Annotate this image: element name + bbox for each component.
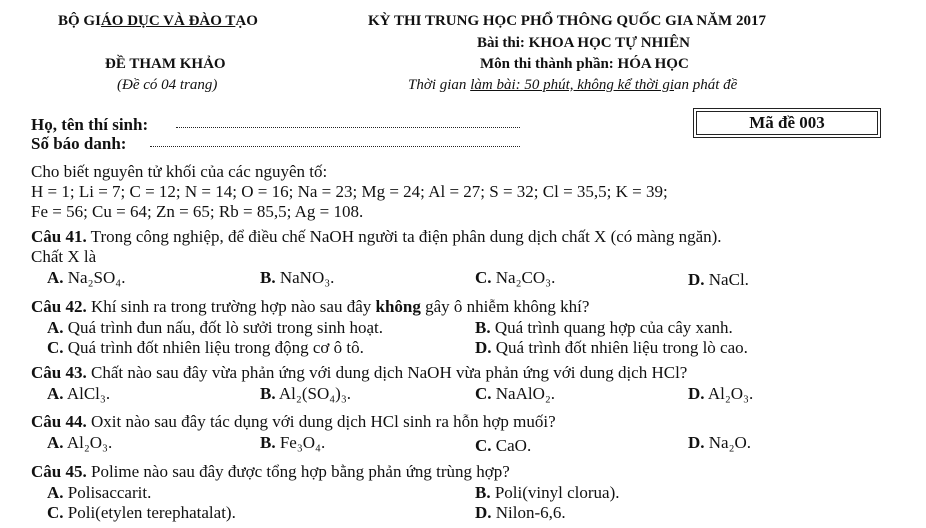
- question-41-text-cont: Chất X là: [31, 247, 97, 266]
- pages-note: (Đề có 04 trang): [117, 77, 218, 93]
- q45-option-c[interactable]: C. Poli(etylen terephatalat).: [47, 503, 236, 522]
- question-44-text: Câu 44. Oxit nào sau đây tác dụng với dung dịch HCl sinh ra hỗn hợp muối?: [31, 412, 556, 431]
- q41-option-c[interactable]: C. Na₂CO₃.: [475, 268, 556, 287]
- q43-option-b[interactable]: B. Al₂(SO₄)₃.: [260, 384, 351, 403]
- question-45-text: Câu 45. Polime nào sau đây được tổng hợp bằng phản ứng trùng hợp?: [31, 462, 510, 481]
- time-note: Thời gian làm bài: 50 phút, không kể thời gian phát đề: [408, 77, 738, 93]
- ministry-name: BỘ GIÁO DỤC VÀ ĐÀO TẠO: [58, 13, 258, 29]
- atomic-line-1: H = 1; Li = 7; C = 12; N = 14; O = 16; Na = 23; Mg = 24; Al = 27; S = 32; Cl = 35,5; K = 39;: [31, 182, 668, 201]
- q43-option-a[interactable]: A. AlCl₃.: [47, 384, 111, 403]
- student-name-field[interactable]: [176, 115, 520, 133]
- question-41-text: Câu 41. Trong công nghiệp, để điều chế NaOH người ta điện phân dung dịch chất X (có màng ngăn).: [31, 227, 722, 246]
- exam-title: KỲ THI TRUNG HỌC PHỔ THÔNG QUỐC GIA NĂM 2017: [368, 13, 766, 29]
- question-43-text: Câu 43. Chất nào sau đây vừa phản ứng với dung dịch NaOH vừa phản ứng với dung dịch HCl?: [31, 363, 688, 382]
- student-name-label: Họ, tên thí sinh:: [31, 115, 149, 134]
- q43-option-d[interactable]: D. Al₂O₃.: [688, 384, 754, 403]
- q41-option-b[interactable]: B. NaNO₃.: [260, 268, 335, 287]
- sub-subject: Môn thi thành phần: HÓA HỌC: [480, 56, 689, 72]
- atomic-line-2: Fe = 56; Cu = 64; Zn = 65; Rb = 85,5; Ag = 108.: [31, 202, 364, 221]
- atomic-intro: Cho biết nguyên tử khối của các nguyên tố:: [31, 162, 328, 181]
- q42-option-c[interactable]: C. Quá trình đốt nhiên liệu trong động cơ ô tô.: [47, 338, 364, 357]
- q42-option-b[interactable]: B. Quá trình quang hợp của cây xanh.: [475, 318, 733, 337]
- question-42-text: Câu 42. Khí sinh ra trong trường hợp nào sau đây không gây ô nhiễm không khí?: [31, 297, 590, 316]
- q45-option-b[interactable]: B. Poli(vinyl clorua).: [475, 483, 620, 502]
- q44-option-a[interactable]: A. Al₂O₃.: [47, 433, 113, 452]
- q44-option-d[interactable]: D. Na₂O.: [688, 433, 752, 452]
- q41-option-d[interactable]: D. NaCl.: [688, 270, 749, 289]
- q45-option-d[interactable]: D. Nilon-6,6.: [475, 503, 566, 522]
- q42-option-a[interactable]: A. Quá trình đun nấu, đốt lò sưởi trong sinh hoạt.: [47, 318, 383, 337]
- subject-label: Bài thi: KHOA HỌC TỰ NHIÊN: [477, 35, 690, 51]
- q44-option-b[interactable]: B. Fe₃O₄.: [260, 433, 326, 452]
- q41-option-a[interactable]: A. Na₂SO₄.: [47, 268, 126, 287]
- exam-code-box: Mã đề 003: [696, 111, 878, 135]
- student-id-label: Số báo danh:: [31, 134, 127, 153]
- q44-option-c[interactable]: C. CaO.: [475, 436, 532, 455]
- q45-option-a[interactable]: A. Polisaccarit.: [47, 483, 152, 502]
- student-id-field[interactable]: [150, 134, 520, 152]
- q43-option-c[interactable]: C. NaAlO₂.: [475, 384, 556, 403]
- doc-type: ĐỀ THAM KHẢO: [105, 56, 226, 72]
- q42-option-d[interactable]: D. Quá trình đốt nhiên liệu trong lò cao.: [475, 338, 748, 357]
